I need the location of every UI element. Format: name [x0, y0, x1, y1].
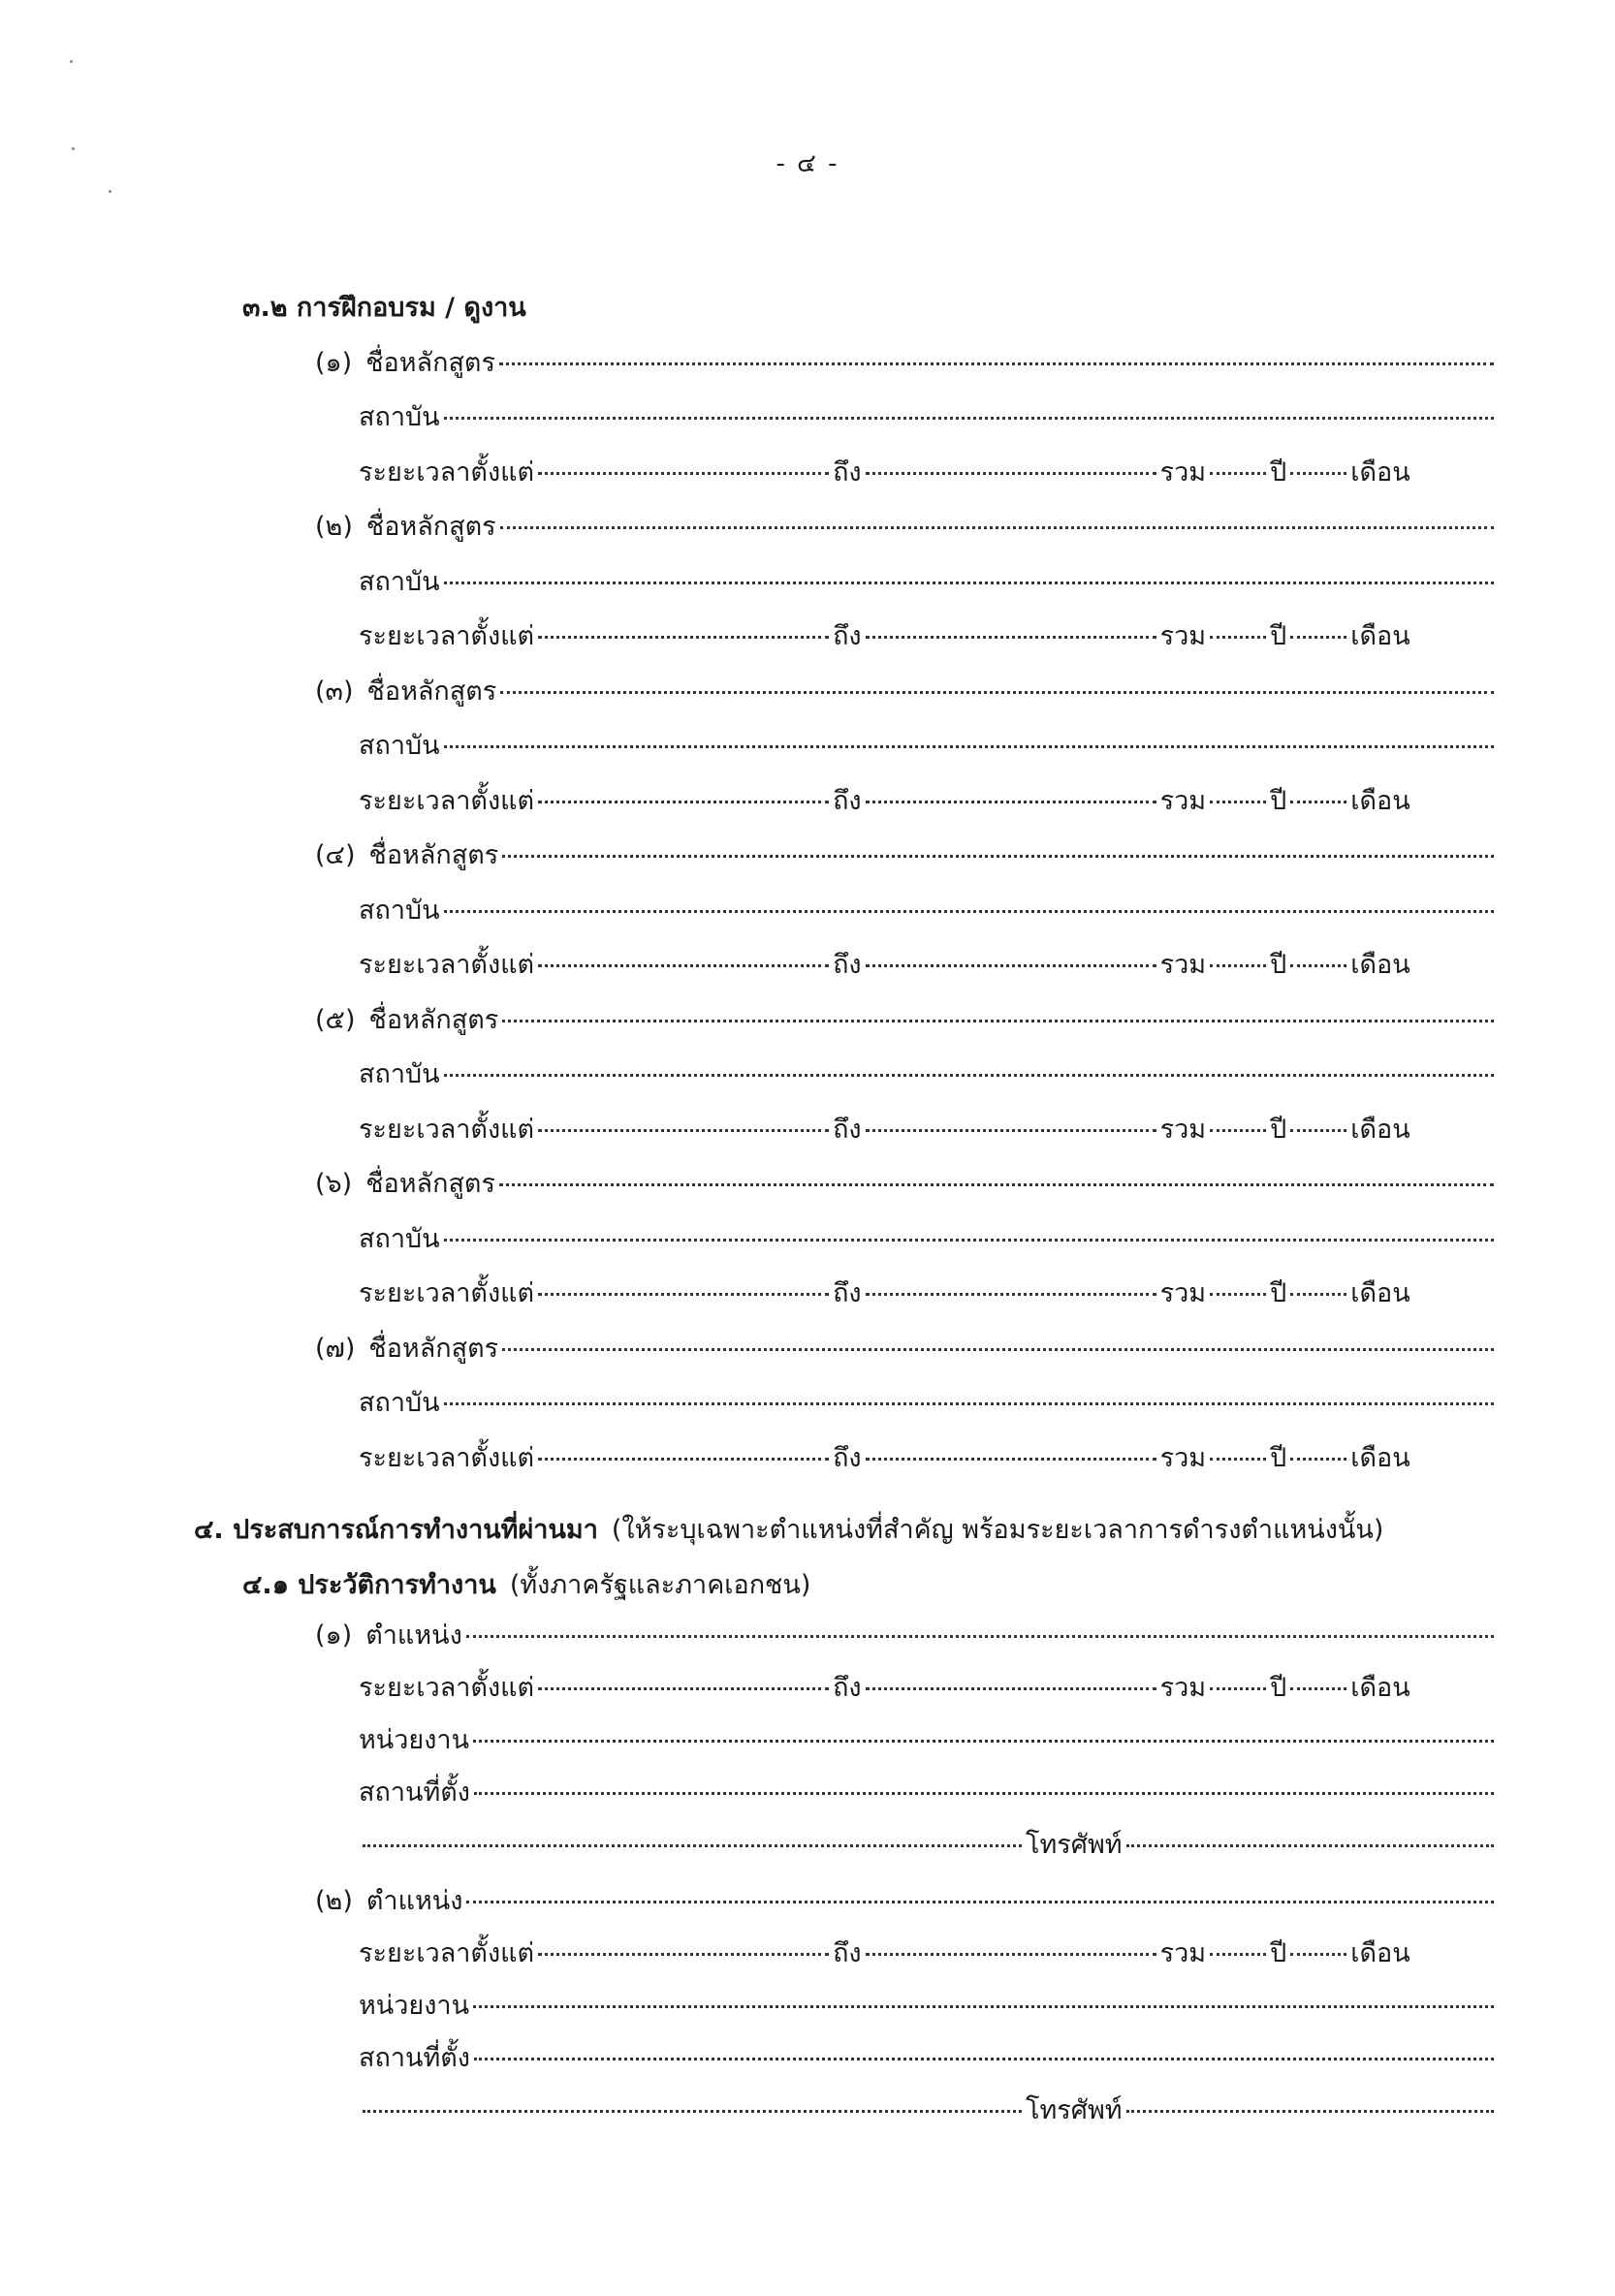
period-from-field[interactable] [538, 1680, 829, 1690]
period-years-field[interactable] [1210, 1121, 1266, 1132]
training-7-institution-line [359, 1382, 1498, 1425]
training-2-period-line [359, 615, 1498, 658]
period-months-field[interactable] [1290, 628, 1346, 639]
institution-label: สถาบัน [359, 731, 440, 761]
period-year-label: ปี [1270, 950, 1287, 980]
work-2-position-line [315, 1880, 1498, 1923]
position-label: ตำแหน่ง [365, 1620, 462, 1651]
period-from-label: ระยะเวลาตั้งแต่ [359, 621, 535, 651]
training-5-institution-line [359, 1054, 1498, 1096]
section-4-title-line [194, 1509, 1498, 1552]
training-4-institution-line [359, 890, 1498, 932]
course-name-field[interactable] [499, 355, 1494, 365]
location-field[interactable] [474, 1784, 1494, 1795]
period-from-field[interactable] [538, 1121, 829, 1132]
period-total-label: รวม [1159, 456, 1207, 488]
period-month-label: เดือน [1350, 950, 1410, 980]
training-7-course-line [315, 1328, 1498, 1370]
training-2-course-line [315, 506, 1498, 549]
period-months-field[interactable] [1290, 464, 1346, 475]
agency-field[interactable] [473, 1732, 1494, 1743]
period-from-field[interactable] [538, 957, 829, 967]
agency-label: หน่วยงาน [359, 1725, 470, 1755]
period-months-field[interactable] [1290, 1285, 1346, 1296]
location-continued-field[interactable] [363, 2102, 1022, 2113]
institution-field[interactable] [444, 1231, 1494, 1242]
training-5-period-line [359, 1109, 1498, 1151]
work-item-number: (๑) [315, 1620, 353, 1651]
phone-label: โทรศัพท์ [1026, 1830, 1123, 1860]
work-1-position-line [315, 1615, 1498, 1657]
period-total-label: รวม [1159, 1442, 1207, 1473]
period-year-label: ปี [1270, 1673, 1287, 1703]
period-years-field[interactable] [1210, 1680, 1266, 1690]
position-field[interactable] [466, 1893, 1494, 1903]
location-field[interactable] [474, 2050, 1494, 2060]
period-to-field[interactable] [866, 1450, 1156, 1461]
period-to-label: ถึง [833, 621, 862, 651]
position-label: ตำแหน่ง [365, 1886, 463, 1916]
course-name-field[interactable] [502, 1012, 1494, 1022]
period-year-label: ปี [1270, 1278, 1287, 1308]
institution-label: สถาบัน [359, 1223, 440, 1254]
training-item-number: (๗) [315, 1333, 356, 1364]
period-from-field[interactable] [538, 464, 829, 475]
course-name-label: ชื่อหลักสูตร [368, 1333, 499, 1364]
training-4-course-line [315, 834, 1498, 877]
period-month-label: เดือน [1350, 456, 1410, 488]
period-from-label: ระยะเวลาตั้งแต่ [359, 1442, 535, 1473]
period-years-field[interactable] [1210, 464, 1266, 475]
period-from-field[interactable] [538, 1450, 829, 1461]
period-to-label: ถึง [833, 1442, 862, 1473]
period-month-label: เดือน [1350, 1114, 1410, 1145]
section-4-note: (ให้ระบุเฉพาะตำแหน่งที่สำคัญ พร้อมระยะเวลาการดำรงตำแหน่งนั้น) [611, 1515, 1384, 1545]
phone-field[interactable] [1126, 2102, 1494, 2113]
period-to-field[interactable] [866, 1121, 1156, 1132]
period-months-field[interactable] [1290, 957, 1346, 967]
period-from-label: ระยะเวลาตั้งแต่ [359, 1673, 535, 1703]
institution-label: สถาบัน [359, 566, 440, 597]
course-name-label: ชื่อหลักสูตร [366, 676, 497, 707]
period-total-label: รวม [1159, 950, 1207, 980]
agency-field[interactable] [473, 1997, 1494, 2008]
institution-field[interactable] [444, 1066, 1494, 1077]
work-1-agency-line [359, 1719, 1498, 1762]
period-to-field[interactable] [866, 464, 1156, 475]
training-6-period-line [359, 1273, 1498, 1315]
work-1-period-line [359, 1667, 1498, 1710]
training-item-number: (๑) [315, 347, 353, 378]
section-4-1-note: (ทั้งภาครัฐและภาคเอกชน) [509, 1569, 811, 1600]
period-years-field[interactable] [1210, 1450, 1266, 1461]
period-to-field[interactable] [866, 793, 1156, 803]
location-label: สถานที่ตั้ง [359, 1777, 470, 1808]
course-name-field[interactable] [499, 1176, 1494, 1186]
work-1-phone-line [359, 1824, 1498, 1867]
work-item-number: (๒) [315, 1886, 353, 1916]
institution-label: สถาบัน [359, 895, 440, 926]
training-1-period-line [359, 452, 1498, 494]
course-name-label: ชื่อหลักสูตร [368, 1004, 499, 1035]
period-year-label: ปี [1270, 1442, 1287, 1473]
period-to-field[interactable] [866, 1285, 1156, 1296]
period-from-label: ระยะเวลาตั้งแต่ [359, 950, 535, 980]
location-continued-field[interactable] [363, 1837, 1022, 1847]
period-month-label: เดือน [1350, 1673, 1410, 1703]
period-from-label: ระยะเวลาตั้งแต่ [359, 456, 535, 488]
period-to-label: ถึง [833, 1278, 862, 1308]
course-name-field[interactable] [500, 683, 1494, 694]
training-3-institution-line [359, 725, 1498, 768]
period-month-label: เดือน [1350, 1938, 1410, 1968]
period-years-field[interactable] [1210, 1285, 1266, 1296]
course-name-label: ชื่อหลักสูตร [365, 347, 495, 378]
period-total-label: รวม [1159, 1673, 1207, 1703]
institution-field[interactable] [444, 1395, 1494, 1405]
period-year-label: ปี [1270, 1938, 1287, 1968]
period-total-label: รวม [1159, 1114, 1207, 1145]
training-item-number: (๔) [315, 840, 356, 870]
period-year-label: ปี [1270, 1114, 1287, 1145]
period-month-label: เดือน [1350, 1278, 1410, 1308]
institution-label: สถาบัน [359, 1388, 440, 1418]
training-item-number: (๕) [315, 1004, 356, 1035]
period-month-label: เดือน [1350, 621, 1410, 651]
position-field[interactable] [466, 1627, 1494, 1638]
period-month-label: เดือน [1350, 1442, 1410, 1473]
period-to-label: ถึง [833, 785, 862, 816]
period-total-label: รวม [1159, 621, 1207, 651]
institution-field[interactable] [444, 902, 1494, 913]
period-to-label: ถึง [833, 1673, 862, 1703]
section-3-2-title [242, 287, 1498, 330]
scan-speck [72, 147, 75, 150]
period-from-field[interactable] [538, 1285, 829, 1296]
period-months-field[interactable] [1290, 1945, 1346, 1956]
period-to-label: ถึง [833, 1114, 862, 1145]
period-from-label: ระยะเวลาตั้งแต่ [359, 1278, 535, 1308]
scan-speck [70, 60, 73, 63]
course-name-label: ชื่อหลักสูตร [368, 840, 499, 870]
period-months-field[interactable] [1290, 1121, 1346, 1132]
period-total-label: รวม [1159, 1938, 1207, 1968]
period-year-label: ปี [1270, 621, 1287, 651]
course-name-label: ชื่อหลักสูตร [365, 1169, 495, 1199]
institution-field[interactable] [444, 738, 1494, 748]
training-3-course-line [315, 671, 1498, 713]
period-months-field[interactable] [1290, 1680, 1346, 1690]
location-label: สถานที่ตั้ง [359, 2043, 470, 2073]
training-4-period-line [359, 944, 1498, 987]
institution-field[interactable] [444, 409, 1494, 420]
work-1-location-line [359, 1772, 1498, 1814]
period-months-field[interactable] [1290, 1450, 1346, 1461]
period-to-field[interactable] [866, 957, 1156, 967]
training-3-period-line [359, 780, 1498, 823]
training-2-institution-line [359, 561, 1498, 604]
section-4-1-title-line [242, 1564, 1498, 1607]
training-1-course-line [315, 342, 1498, 385]
training-6-course-line [315, 1163, 1498, 1206]
period-year-label: ปี [1270, 785, 1287, 816]
section-4-1-heading: ๔.๑ ประวัติการทำงาน [242, 1569, 496, 1600]
period-years-field[interactable] [1210, 793, 1266, 803]
course-name-label: ชื่อหลักสูตร [365, 512, 496, 542]
work-2-agency-line [359, 1985, 1498, 2028]
scan-speck [109, 190, 111, 193]
period-to-field[interactable] [866, 1945, 1156, 1956]
section-4-heading: ๔. ประสบการณ์การทำงานที่ผ่านมา [194, 1515, 598, 1545]
course-name-field[interactable] [500, 519, 1494, 529]
training-6-institution-line [359, 1218, 1498, 1261]
training-5-course-line [315, 999, 1498, 1042]
period-years-field[interactable] [1210, 957, 1266, 967]
period-from-field[interactable] [538, 628, 829, 639]
period-months-field[interactable] [1290, 793, 1346, 803]
work-2-location-line [359, 2037, 1498, 2080]
period-to-field[interactable] [866, 628, 1156, 639]
period-year-label: ปี [1270, 456, 1287, 488]
period-total-label: รวม [1159, 785, 1207, 816]
period-from-label: ระยะเวลาตั้งแต่ [359, 1114, 535, 1145]
institution-field[interactable] [444, 574, 1494, 584]
section-3-2-heading: ๓.๒ การฝึกอบรม / ดูงาน [242, 293, 526, 323]
period-total-label: รวม [1159, 1278, 1207, 1308]
period-years-field[interactable] [1210, 628, 1266, 639]
training-item-number: (๖) [315, 1169, 353, 1199]
training-item-number: (๓) [315, 676, 354, 707]
period-years-field[interactable] [1210, 1945, 1266, 1956]
period-from-label: ระยะเวลาตั้งแต่ [359, 1938, 535, 1968]
period-month-label: เดือน [1350, 785, 1410, 816]
training-1-institution-line [359, 396, 1498, 439]
period-to-label: ถึง [833, 456, 862, 488]
period-to-field[interactable] [866, 1680, 1156, 1690]
institution-label: สถาบัน [359, 1059, 440, 1089]
phone-label: โทรศัพท์ [1026, 2095, 1123, 2125]
work-2-period-line [359, 1933, 1498, 1975]
work-2-phone-line [359, 2090, 1498, 2132]
training-7-period-line [359, 1437, 1498, 1480]
period-from-label: ระยะเวลาตั้งแต่ [359, 785, 535, 816]
period-from-field[interactable] [538, 1945, 829, 1956]
period-from-field[interactable] [538, 793, 829, 803]
agency-label: หน่วยงาน [359, 1991, 470, 2021]
training-item-number: (๒) [315, 512, 353, 542]
phone-field[interactable] [1126, 1837, 1494, 1847]
period-to-label: ถึง [833, 1938, 862, 1968]
period-to-label: ถึง [833, 950, 862, 980]
page-number: - ๔ - [776, 149, 839, 178]
institution-label: สถาบัน [359, 402, 440, 432]
course-name-field[interactable] [502, 847, 1494, 858]
course-name-field[interactable] [502, 1340, 1494, 1351]
